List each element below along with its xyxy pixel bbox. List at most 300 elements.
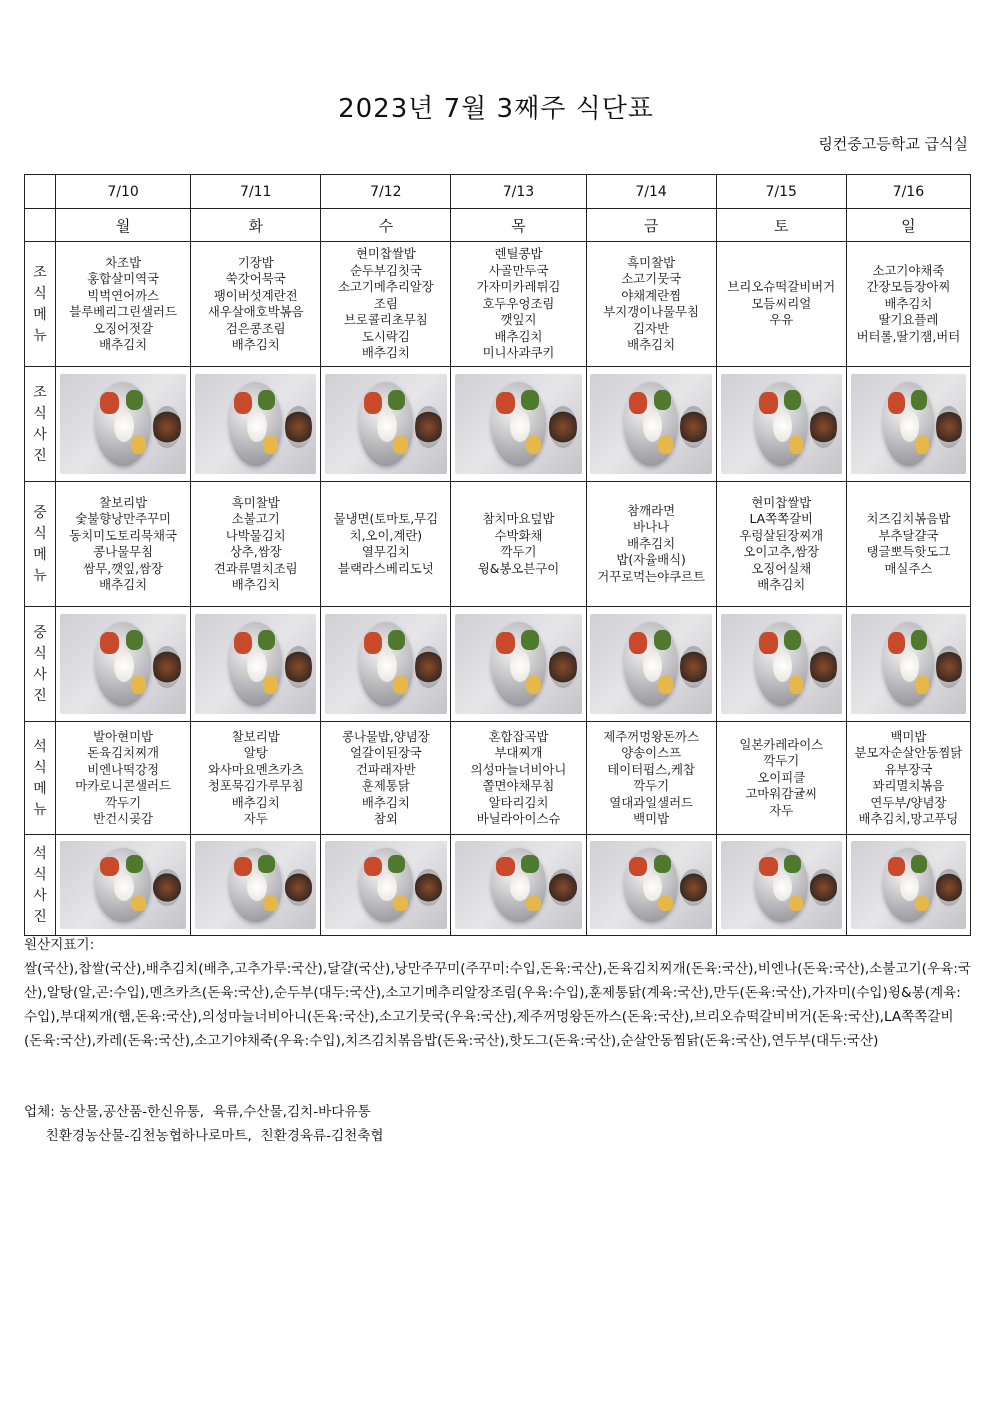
menu-item: 배추김치 [231,337,280,352]
photo-side3 [789,896,804,912]
row-label-text: 중 식 사 진 [33,625,47,704]
meal-photo [590,614,711,714]
photo-bowl [936,406,961,448]
meal-photo [325,841,446,929]
photo-rice [247,873,266,901]
photo-side1 [759,857,777,876]
row-label-text: 중 식 메 뉴 [33,505,47,584]
date-cell: 7/10 [56,175,191,209]
photo-bowl [285,869,312,906]
menu-list [847,729,970,828]
menu-item: 브리오슈떡갈비버거 [727,279,836,295]
menu-item: 브로콜리초무침 [343,312,428,328]
photo-bowl [153,869,181,906]
menu-item: 치,오이,계란) [349,527,423,543]
menu-item: 밥(자율배식) [616,552,686,568]
meal-photo [851,614,967,714]
menu-item: 윙&봉오븐구이 [477,560,560,576]
breakfast-menu-cell [56,242,191,367]
breakfast-menu-row [25,242,971,367]
menu-item: 배추김치 [231,577,280,592]
menu-item: 배추김치 [99,337,148,352]
vendor-section [24,1100,384,1148]
lunch-photo-cell [191,607,321,722]
dinner-menu-cell [586,722,716,835]
menu-item: 양송이스프 [621,745,682,760]
row-label-text: 석 식 메 뉴 [33,739,47,818]
photo-side2 [521,390,539,410]
photo-bowl [549,406,577,448]
menu-item: 자두 [243,811,268,826]
menu-list [717,737,846,820]
lunch-photo-cell [321,607,451,722]
dinner-menu-cell [56,722,191,835]
row-label-text: 조 식 사 진 [33,385,47,464]
menu-item: 제주꺼멍왕돈까스 [603,728,699,744]
photo-bowl [415,646,442,688]
lunch-photo-cell [716,607,846,722]
menu-item: 콩나물밥,양념장 [341,728,430,744]
photo-side1 [100,857,119,876]
photo-side3 [915,896,929,912]
menu-item: 고마워감귤씨 [745,786,818,802]
menu-item: 참치마요덮밥 [482,511,555,526]
menu-item: 팽이버섯계란전 [213,287,298,303]
photo-side3 [915,436,929,454]
photo-side3 [526,676,541,694]
menu-item: 깍두기 [500,544,537,559]
menu-item: 깍두기 [105,794,142,810]
menu-item: 새우살애호박볶음 [207,304,304,319]
weekday-cell: 목 [451,209,586,242]
meal-photo [590,841,711,929]
menu-list [847,263,970,346]
photo-bowl [285,646,312,688]
meal-photo [455,374,581,474]
menu-item: 꽈리멸치볶음 [872,778,945,793]
photo-side2 [126,630,144,650]
menu-item: 배추김치 [627,535,676,551]
row-label [25,607,56,722]
menu-item: 바닐라아이스슈 [476,811,561,826]
menu-item: 야채계란찜 [621,287,682,303]
date-cell: 7/14 [586,175,716,209]
lunch-menu-cell [191,482,321,607]
lunch-menu-cell [56,482,191,607]
menu-item: 상추,쌈장 [229,544,282,559]
menu-item: 비엔나떡강정 [87,761,160,777]
menu-item: 우유 [769,312,794,328]
menu-item: 백미밥 [890,728,927,744]
page-title: 2023년 7월 3째주 식단표 [338,94,654,124]
photo-side3 [789,436,804,454]
meal-photo [60,374,186,474]
menu-item: 소고기뭇국 [621,271,682,286]
menu-list [56,255,190,354]
menu-list [321,246,450,362]
row-label [25,367,56,482]
photo-bowl [285,406,312,448]
menu-item: 와사마요멘츠카츠 [207,761,304,777]
menu-item: 조림 [373,295,398,311]
photo-bowl [680,646,707,688]
date-row [25,175,971,209]
date-cell: 7/13 [451,175,586,209]
menu-item: 건파래자반 [355,761,416,777]
photo-side3 [526,896,541,912]
photo-side3 [131,676,146,694]
dinner-menu-cell [716,722,846,835]
menu-item: 부지갱이나물무침 [603,304,699,319]
menu-item: 알타리김치 [488,794,549,810]
breakfast-photo-cell [56,367,191,482]
dinner-menu-cell [846,722,970,835]
menu-item: 쑥갓어묵국 [225,271,286,286]
weekday-cell: 일 [846,209,970,242]
photo-side1 [364,857,382,876]
photo-side2 [784,855,801,873]
meal-photo [721,374,842,474]
menu-item: 오징어젓갈 [93,320,154,336]
dinner-photo-cell [846,835,970,936]
photo-side1 [496,392,515,414]
meal-photo [721,841,842,929]
meal-photo [195,841,316,929]
vendor-line: 친환경농산물-김천농협하나로마트, 친환경육류-김천축협 [24,1128,384,1144]
menu-item: 바나나 [633,519,670,535]
lunch-menu-cell [586,482,716,607]
menu-item: 렌틸콩밥 [494,246,543,262]
photo-side1 [759,632,777,654]
row-label-text: 조 식 메 뉴 [33,265,47,344]
photo-side1 [364,632,382,654]
photo-side3 [789,676,804,694]
menu-list [717,495,846,594]
breakfast-photo-cell [586,367,716,482]
photo-side1 [629,632,647,654]
row-label [25,835,56,936]
breakfast-menu-cell [846,242,970,367]
menu-item: 돈육김치찌개 [87,745,160,760]
school-name: 링컨중고등학교 급식실 [818,135,968,153]
lunch-menu-cell [716,482,846,607]
menu-item: 소불고기 [231,511,280,526]
photo-side1 [888,857,905,876]
menu-item: 깍두기 [633,778,670,793]
meal-photo [851,841,967,929]
menu-list [191,495,320,594]
meal-photo [721,614,842,714]
photo-bowl [936,869,961,906]
photo-bowl [415,869,442,906]
menu-item: 청포묵김가루무침 [207,778,304,793]
photo-side1 [629,857,647,876]
menu-item: 배추김치 [361,794,410,810]
breakfast-photo-cell [321,367,451,482]
date-cell: 7/12 [321,175,451,209]
menu-item: 유부장국 [884,761,933,777]
menu-item: 모듬씨리얼 [751,295,812,311]
menu-item: 빅벅연어까스 [87,287,160,303]
menu-item: 배추김치 [231,794,280,810]
lunch-photo-cell [451,607,586,722]
menu-list [587,255,716,354]
menu-item: 버터롤,딸기잼,버터 [856,328,961,344]
meal-photo [325,614,446,714]
menu-item: 탱글뽀득핫도그 [866,544,951,559]
menu-item: 배추김치 [494,328,543,344]
breakfast-menu-cell [321,242,451,367]
menu-item: 얼갈이된장국 [349,745,422,760]
menu-item: 현미찹쌀밥 [355,246,416,262]
date-cell: 7/16 [846,175,970,209]
menu-item: 소고기야채죽 [872,262,945,278]
menu-item: 오징어실채 [751,560,812,576]
photo-side2 [654,390,671,410]
menu-item: 오이고추,쌈장 [743,544,820,559]
menu-item: 자두 [769,802,794,818]
photo-side3 [131,436,146,454]
lunch-photo-row [25,607,971,722]
photo-side1 [234,392,252,414]
menu-item: 동치미도토리묵채국 [69,527,177,543]
photo-side2 [258,630,275,650]
menu-item: 열대과일샐러드 [609,794,694,810]
meal-photo [851,374,967,474]
photo-side2 [654,855,671,873]
photo-side2 [521,630,539,650]
photo-side2 [521,855,539,873]
menu-item: 도시락김 [361,328,410,344]
dinner-photo-cell [451,835,586,936]
menu-list [451,511,585,577]
photo-side1 [629,392,647,414]
menu-item: 홍합살미역국 [87,271,160,286]
menu-item: 가자미카레튀김 [476,279,561,295]
menu-item: 사골만두국 [488,262,549,278]
photo-side2 [911,390,927,410]
menu-item: 깍두기 [763,753,800,769]
photo-bowl [810,646,837,688]
menu-item: 쫄면야채무침 [482,778,555,793]
weekday-cell: 금 [586,209,716,242]
dinner-photo-cell [321,835,451,936]
menu-item: 쌈무,깻잎,쌈장 [83,560,163,576]
menu-item: 배추김치 [757,577,806,592]
dinner-photo-cell [191,835,321,936]
photo-side2 [258,855,275,873]
photo-bowl [810,869,837,906]
row-label [25,482,56,607]
photo-side2 [911,855,927,873]
breakfast-photo-cell [846,367,970,482]
photo-side1 [888,632,905,654]
menu-item: 흑미찰밥 [627,254,676,270]
menu-item: 우렁살된장찌개 [739,527,824,543]
menu-item: 매실주스 [884,560,933,576]
photo-side3 [393,676,408,694]
menu-item: 배추김치 [99,577,148,592]
photo-side2 [654,630,671,650]
menu-item: 반건시곶감 [93,811,154,826]
photo-side3 [658,436,673,454]
menu-list [191,729,320,828]
photo-rice [773,873,792,901]
menu-item: 딸기요플레 [878,312,939,328]
dinner-photo-row [25,835,971,936]
dinner-menu-cell [451,722,586,835]
photo-side3 [915,676,929,694]
photo-side3 [526,436,541,454]
menu-item: 의성마늘너비아니 [470,761,567,777]
photo-side3 [393,436,408,454]
menu-item: 마카로니콘샐러드 [75,778,171,793]
meal-photo [60,841,186,929]
menu-item: 간장모듬장아찌 [866,279,951,295]
menu-item: 숯불향낭만주꾸미 [75,511,171,526]
breakfast-photo-cell [191,367,321,482]
weekday-cell: 수 [321,209,451,242]
weekday-cell: 토 [716,209,846,242]
menu-item: 백미밥 [633,811,670,826]
weekday-cell: 화 [191,209,321,242]
photo-side1 [888,392,905,414]
menu-item: 분모자순살안동찜닭 [854,745,963,760]
menu-item: 김자반 [633,320,670,336]
row-label [25,242,56,367]
photo-bowl [680,869,707,906]
dinner-photo-cell [716,835,846,936]
date-cell: 7/15 [716,175,846,209]
photo-side2 [126,855,144,873]
menu-item: 거꾸로먹는야쿠르트 [597,568,705,584]
photo-side1 [496,857,515,876]
photo-bowl [680,406,707,448]
photo-side3 [263,436,278,454]
menu-list [56,729,190,828]
menu-item: 견과류멸치조림 [213,560,298,576]
menu-item: 블루베리그린샐러드 [69,304,177,319]
photo-bowl [415,406,442,448]
photo-rice [510,873,530,901]
photo-rice [377,873,396,901]
menu-item: 배추김치 [361,345,410,361]
menu-item: 현미찹쌀밥 [751,494,812,510]
menu-item: 혼합잡곡밥 [488,728,549,744]
weekday-row [25,209,971,242]
corner-cell [25,209,56,242]
photo-side1 [234,857,252,876]
photo-side1 [100,632,119,654]
menu-item: 기장밥 [237,254,274,270]
row-label [25,722,56,835]
photo-side2 [126,390,144,410]
meal-photo [195,374,316,474]
photo-bowl [810,406,837,448]
photo-side2 [388,630,405,650]
photo-bowl [153,406,181,448]
photo-side2 [388,855,405,873]
menu-item: 훈제통닭 [361,778,410,793]
menu-item: 열무김치 [361,544,410,559]
meal-photo [455,841,581,929]
menu-item: 콩나물무침 [93,544,154,559]
breakfast-menu-cell [451,242,586,367]
dinner-photo-cell [56,835,191,936]
breakfast-menu-cell [586,242,716,367]
photo-side2 [911,630,927,650]
photo-side3 [658,896,673,912]
menu-list [451,246,585,362]
meal-photo [325,374,446,474]
menu-item: 흑미찰밥 [231,494,280,510]
breakfast-photo-cell [451,367,586,482]
corner-cell [25,175,56,209]
origin-text: 쌀(국산),찹쌀(국산),배추김치(배추,고추가루:국산),달걀(국산),낭만주꾸미(주꾸미:수입,돈육:국산),돈육김치찌개(돈육:국산),비엔나(돈육:국산),소불고기(우육:국산),알탕(알,곤:수입),멘츠카츠(돈육:국산),순두부(대두:국산),소고기메추리알장조림(우육:수입),훈제통닭(계육:국산),만두(돈육:국산),가자미(수입)윙&봉(계육:수입),부대찌개(햄,돈육:국산),의성마늘너비아니(돈육:국산),소고기뭇국(우육:국산),제주꺼멍왕돈까스(돈육:국산),브리오슈떡갈비버거(돈육:국산),LA쪽쪽갈비(돈육:국산),카레(돈육:국산),소고기야채죽(우육:수입),치즈김치볶음밥(돈육:국산),핫도그(돈육:국산),순살안동찜닭(돈육:국산),연두부(대두:국산) [24,961,971,1049]
menu-item: 검은콩조림 [225,320,286,336]
photo-side3 [131,896,146,912]
photo-bowl [153,646,181,688]
dinner-menu-cell [191,722,321,835]
menu-list [56,495,190,594]
lunch-menu-cell [321,482,451,607]
menu-item: 호두우엉조림 [482,295,555,311]
menu-item: 수박화채 [494,527,543,543]
lunch-photo-cell [846,607,970,722]
menu-item: 참외 [373,811,398,826]
menu-item: 배추김치 [884,295,933,311]
breakfast-menu-cell [716,242,846,367]
menu-item: 찰보리밥 [231,728,280,744]
meal-photo [195,614,316,714]
photo-side1 [496,632,515,654]
menu-item: 알탕 [243,745,268,760]
menu-item: 테이터펍스,케찹 [607,761,695,777]
photo-side3 [263,896,278,912]
menu-item: 연두부/양념장 [870,794,947,810]
menu-item: LA쪽쪽갈비 [749,511,814,526]
photo-side1 [100,392,119,414]
meal-table [24,174,971,936]
photo-side3 [263,676,278,694]
menu-item: 배추김치,망고푸딩 [858,811,959,826]
menu-item: 미니사과쿠키 [482,345,555,361]
menu-list [717,279,846,329]
row-label-text: 석 식 사 진 [33,846,47,925]
menu-item: 깻잎지 [500,312,537,328]
breakfast-menu-cell [191,242,321,367]
photo-side2 [784,630,801,650]
menu-item: 찰보리밥 [99,494,148,510]
origin-label: 원산지표기: [24,937,95,953]
photo-bowl [549,869,577,906]
menu-item: 배추김치 [627,337,676,352]
menu-item: 나박물김치 [225,527,286,543]
meal-photo [590,374,711,474]
date-cell: 7/11 [191,175,321,209]
photo-side2 [388,390,405,410]
photo-side3 [393,896,408,912]
lunch-menu-cell [846,482,970,607]
breakfast-photo-cell [716,367,846,482]
menu-item: 소고기메추리알장 [337,279,434,295]
lunch-photo-cell [56,607,191,722]
menu-list [191,255,320,354]
menu-item: 일본카레라이스 [739,736,824,752]
menu-item: 블랙라스베리도넛 [337,560,434,576]
photo-side2 [258,390,275,410]
menu-item: 오이피클 [757,769,806,785]
